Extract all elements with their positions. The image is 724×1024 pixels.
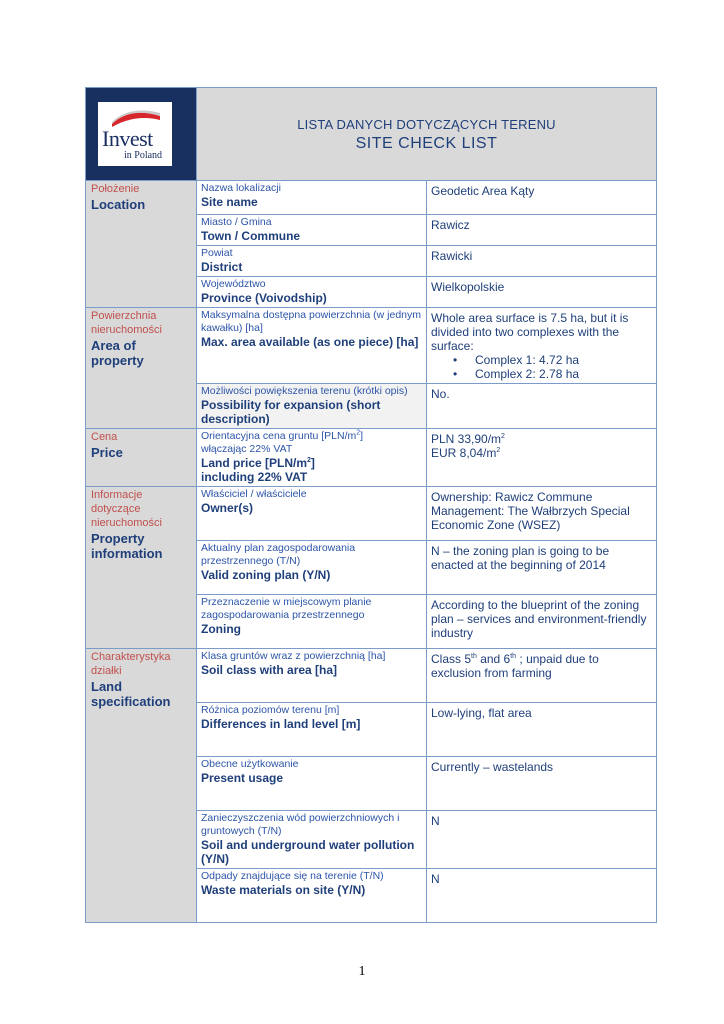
field-label-pl: Województwo bbox=[201, 278, 266, 290]
value-town: Rawicz bbox=[427, 215, 657, 246]
field-label-pl: Aktualny plan zagospodarowania przestrzennego (T/N) bbox=[201, 542, 356, 567]
invest-in-poland-logo bbox=[98, 102, 172, 166]
field-label-pl-vat: włączając 22% VAT bbox=[201, 443, 293, 455]
field-site-name bbox=[197, 181, 427, 215]
category-label-en: Area of property bbox=[91, 338, 144, 368]
category-label-pl: Położenie bbox=[91, 183, 140, 195]
field-zoning-plan bbox=[197, 541, 427, 595]
complex-list bbox=[431, 353, 652, 381]
field-label-en: Soil class with area [ha] bbox=[201, 663, 338, 677]
field-label-en: Waste materials on site (Y/N) bbox=[201, 883, 366, 897]
title-english: SITE CHECK LIST bbox=[355, 135, 498, 152]
value-pollution: N bbox=[427, 811, 657, 869]
value-province: Wielkopolskie bbox=[427, 277, 657, 308]
field-label-pl: Przeznaczenie w miejscowym planie zagospodarowania przestrzennego bbox=[201, 596, 372, 621]
field-owner bbox=[197, 487, 427, 541]
field-zoning bbox=[197, 595, 427, 649]
category-location bbox=[86, 181, 197, 308]
field-label-en: Province (Voivodship) bbox=[201, 291, 327, 305]
field-label-pl: Odpady znajdujące się na terenie (T/N) bbox=[201, 870, 384, 882]
complex-1: Complex 1: 4.72 ha bbox=[475, 353, 580, 367]
site-check-list-table bbox=[85, 87, 657, 923]
field-label-en: Soil and underground water pollution (Y/N) bbox=[201, 838, 415, 866]
field-waste bbox=[197, 869, 427, 923]
title-polish: LISTA DANYCH DOTYCZĄCYCH TERENU bbox=[297, 117, 556, 132]
category-label-pl: Powierzchnia nieruchomości bbox=[91, 310, 162, 336]
field-label-pl: Obecne użytkowanie bbox=[201, 758, 299, 770]
field-label-pl: Nazwa lokalizacji bbox=[201, 182, 281, 194]
field-label-en: Town / Commune bbox=[201, 229, 301, 243]
value-land-level: Low-lying, flat area bbox=[427, 703, 657, 757]
value-district: Rawicki bbox=[427, 246, 657, 277]
category-label-en: Land specification bbox=[91, 679, 171, 709]
field-land-price bbox=[197, 429, 427, 487]
price-eur: EUR $8,04/m^2$ bbox=[431, 446, 501, 460]
category-label-pl: Cena bbox=[91, 431, 118, 443]
category-label-pl: Charakterystyka działki bbox=[91, 651, 171, 677]
field-label-en: Present usage bbox=[201, 771, 284, 785]
value-zoning: According to the blueprint of the zoning plan – services and environment-friendly industry bbox=[427, 595, 657, 649]
field-label-pl: Maksymalna dostępna powierzchnia (w jednym kawałku) [ha] bbox=[201, 309, 422, 334]
value-text: Whole area surface is 7.5 ha, but it is divided into two complexes with the surface: bbox=[431, 311, 629, 353]
field-label-en: Max. area available (as one piece) [ha] bbox=[201, 335, 419, 349]
value-site-name: Geodetic Area Kąty bbox=[427, 181, 657, 215]
field-label-en: Site name bbox=[201, 195, 258, 209]
field-district bbox=[197, 246, 427, 277]
field-label-en: Possibility for expansion (short description) bbox=[201, 398, 381, 426]
field-label-pl: Zanieczyszczenia wód powierzchniowych i gruntowych (T/N) bbox=[201, 812, 400, 837]
category-area bbox=[86, 308, 197, 429]
field-label-pl: Klasa gruntów wraz z powierzchnią [ha] bbox=[201, 650, 386, 662]
category-label-en: Location bbox=[91, 197, 146, 212]
field-max-area bbox=[197, 308, 427, 384]
field-town bbox=[197, 215, 427, 246]
field-label-en: Valid zoning plan (Y/N) bbox=[201, 568, 331, 582]
field-label-en: Zoning bbox=[201, 622, 241, 636]
category-label-pl: Informacje dotyczące nieruchomości bbox=[91, 489, 162, 529]
price-pln: PLN $33,90/m^2$ bbox=[431, 432, 505, 446]
row-max-area bbox=[86, 308, 657, 384]
field-label-en-vat: including 22% VAT bbox=[201, 470, 308, 484]
category-property bbox=[86, 487, 197, 649]
field-label-en: Owner(s) bbox=[201, 501, 254, 515]
field-label-pl: Możliwości powiększenia terenu (krótki opis) bbox=[201, 385, 408, 397]
page-number: 1 bbox=[358, 964, 366, 979]
site-check-list-page bbox=[85, 87, 656, 923]
logo-cell bbox=[86, 88, 197, 181]
row-site-name bbox=[86, 181, 657, 215]
field-label-pl: Różnica poziomów terenu [m] bbox=[201, 704, 340, 716]
field-label-pl: Właściciel / właściciele bbox=[201, 488, 307, 500]
field-pollution bbox=[197, 811, 427, 869]
value-waste: N bbox=[427, 869, 657, 923]
bullet-icon: • bbox=[453, 353, 458, 367]
field-expansion bbox=[197, 384, 427, 429]
field-province bbox=[197, 277, 427, 308]
field-label-en: District bbox=[201, 260, 243, 274]
category-label-en: Price bbox=[91, 445, 123, 460]
header-row bbox=[86, 88, 657, 181]
row-soil bbox=[86, 649, 657, 703]
value-soil-class: Class 5th and 6th ; unpaid due to exclusion from farming bbox=[427, 649, 657, 703]
field-label-en: Land price $[PLN/m^2]$ bbox=[201, 456, 315, 470]
value-zoning-plan: N – the zoning plan is going to be enacted at the beginning of 2014 bbox=[427, 541, 657, 595]
field-label-en: Differences in land level [m] bbox=[201, 717, 361, 731]
bullet-icon: • bbox=[453, 367, 458, 381]
logo-subtitle: in Poland bbox=[124, 150, 163, 161]
value-owner: Ownership: Rawicz Commune Management: The Wałbrzych Special Economic Zone (WSEZ) bbox=[427, 487, 657, 541]
category-land bbox=[86, 649, 197, 923]
title-cell bbox=[197, 88, 657, 181]
value-expansion: No. bbox=[427, 384, 657, 429]
row-owner bbox=[86, 487, 657, 541]
field-label-pl: Orientacyjna cena gruntu $[PLN/m^2]$ bbox=[201, 429, 364, 442]
row-price bbox=[86, 429, 657, 487]
field-label-pl: Powiat bbox=[201, 247, 233, 259]
category-label-en: Property information bbox=[91, 531, 163, 561]
field-label-pl: Miasto / Gmina bbox=[201, 216, 272, 228]
value-land-price bbox=[427, 429, 657, 487]
list-item bbox=[453, 367, 652, 381]
field-soil-class bbox=[197, 649, 427, 703]
value-present-usage: Currently – wastelands bbox=[427, 757, 657, 811]
complex-2: Complex 2: 2.78 ha bbox=[475, 367, 580, 381]
list-item bbox=[453, 353, 652, 367]
field-present-usage bbox=[197, 757, 427, 811]
category-price bbox=[86, 429, 197, 487]
value-max-area bbox=[427, 308, 657, 384]
field-land-level bbox=[197, 703, 427, 757]
logo-word: Invest bbox=[102, 126, 153, 151]
